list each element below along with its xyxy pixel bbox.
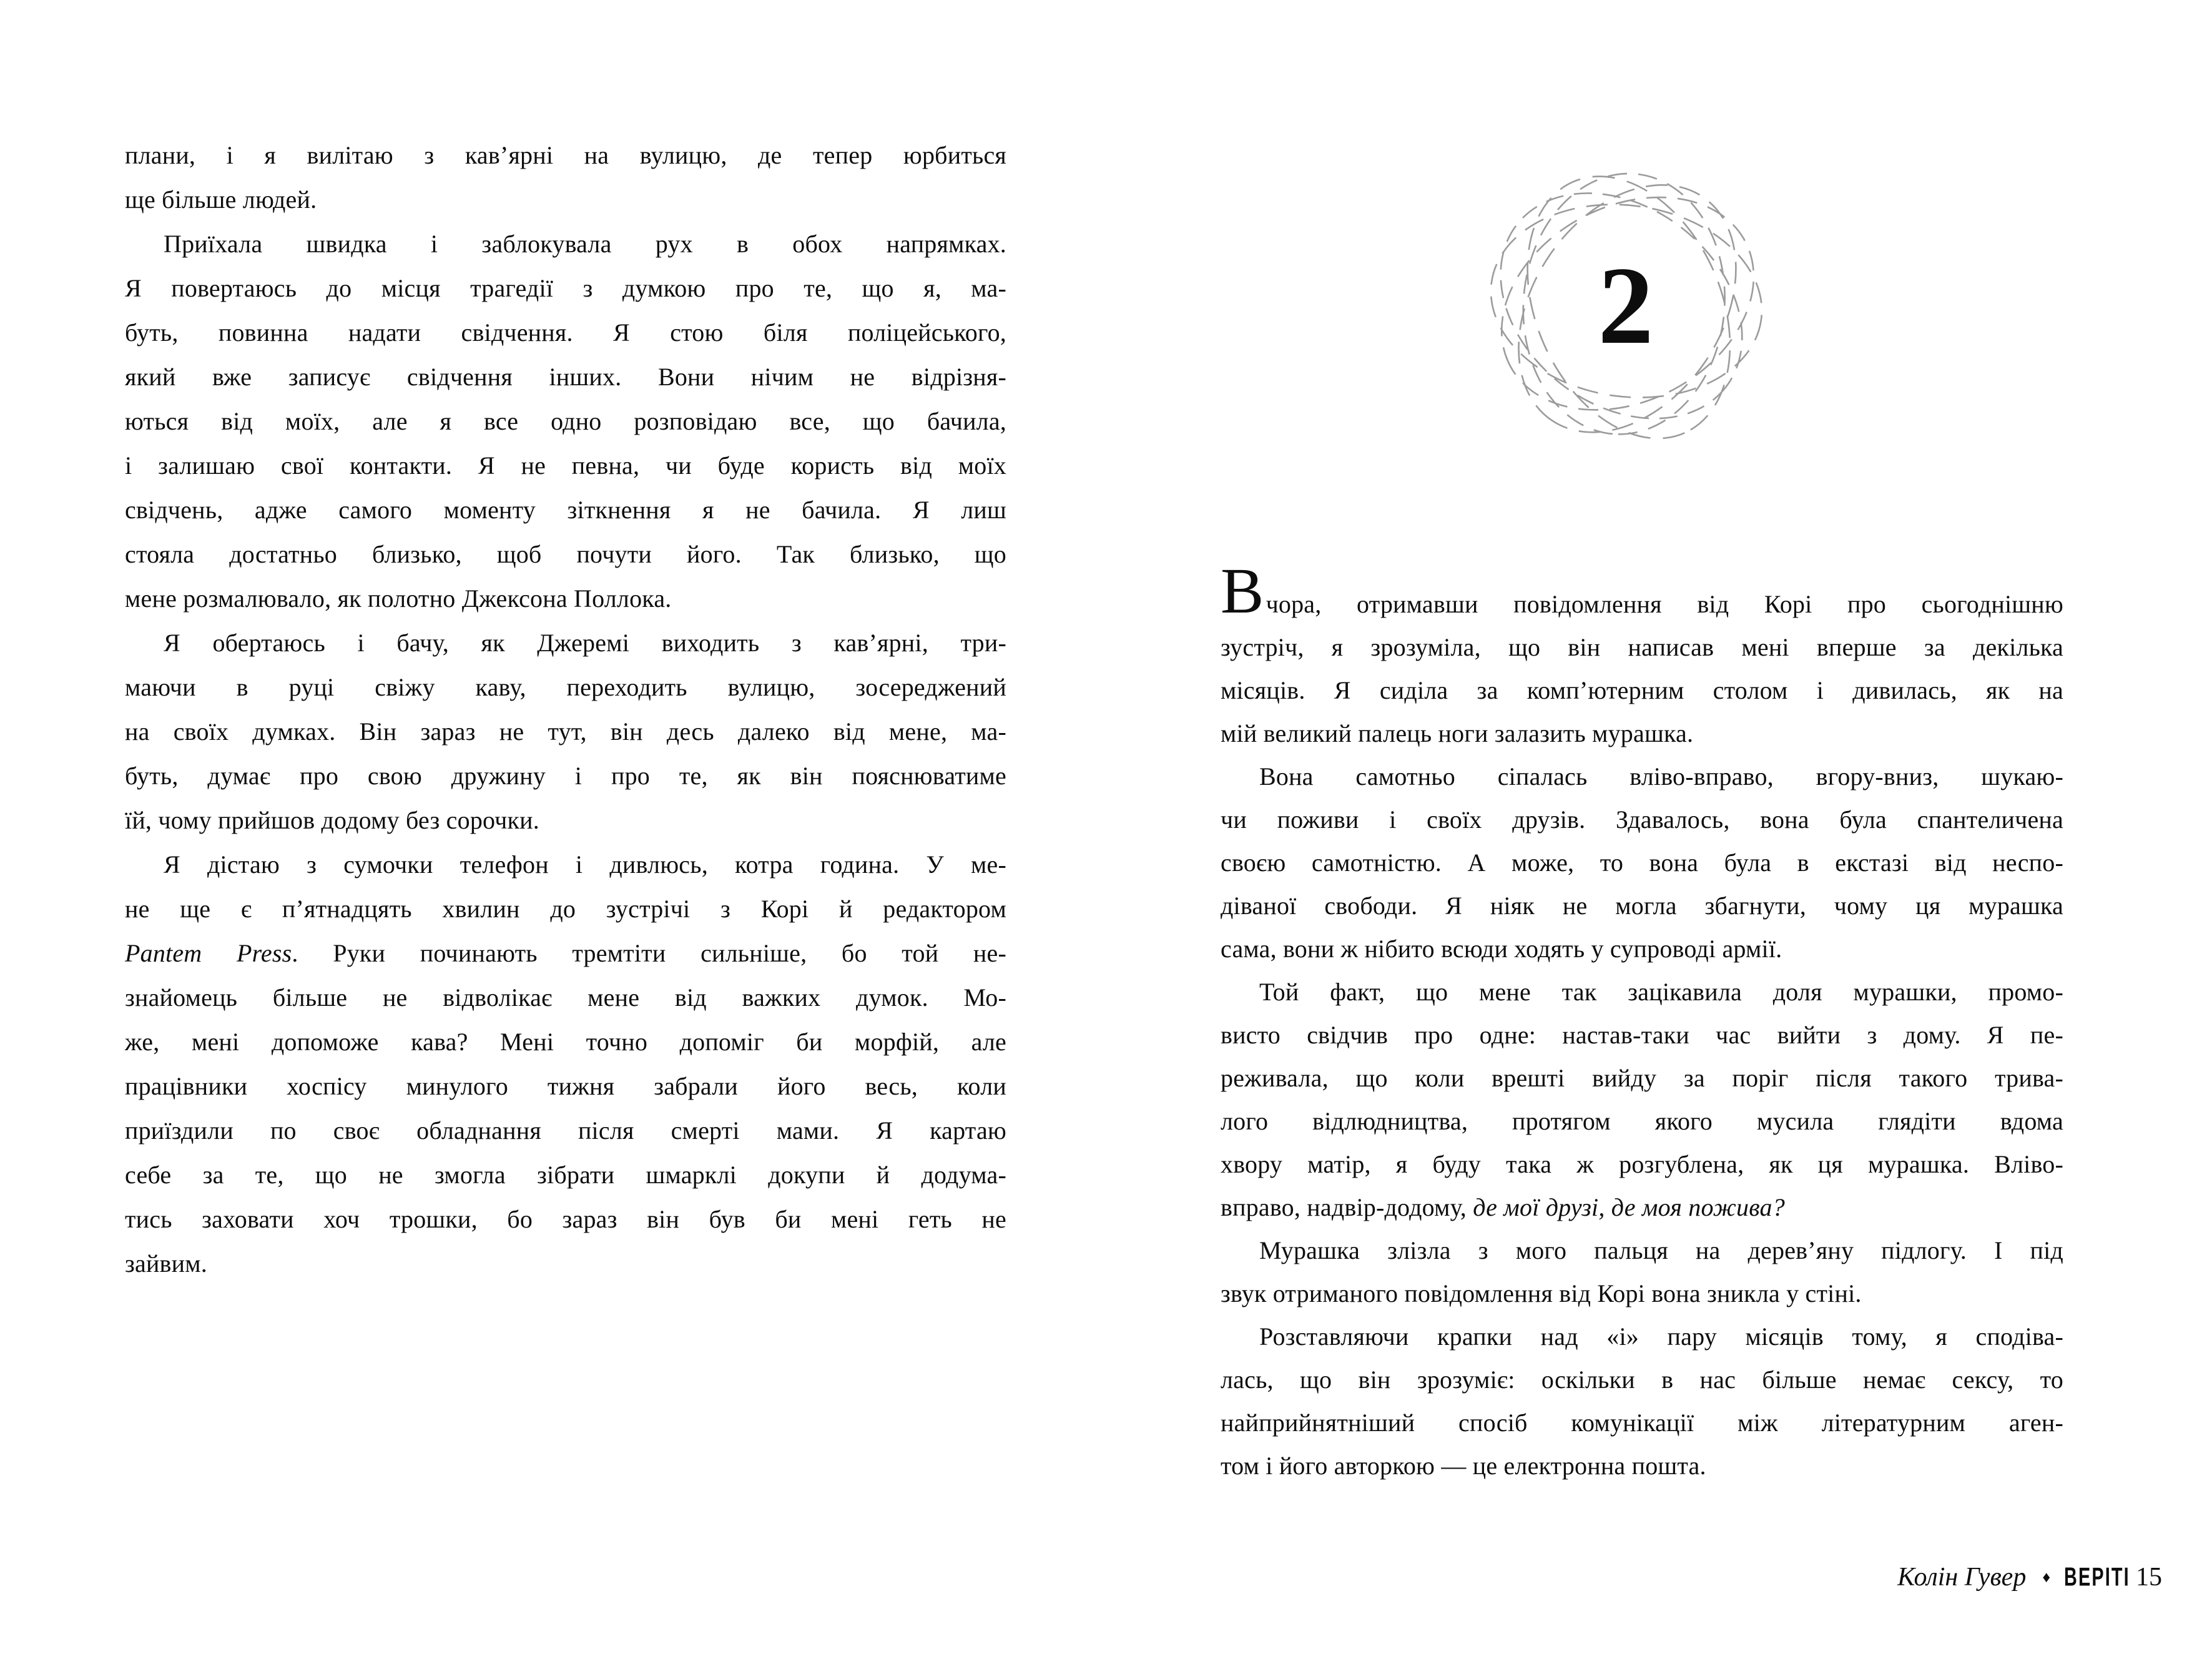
text-line (125, 1153, 1006, 1197)
text-segment: Той факт, що мене так зацікавила доля мурашки, промо- (1259, 978, 2063, 1006)
author-name: Колін Гувер (1897, 1563, 2027, 1592)
text-segment: мій великий палець ноги залазить мурашка. (1221, 719, 1694, 747)
text-segment: лого відлюдництва, протягом якого мусила глядіти вдома (1221, 1107, 2063, 1135)
text-line (125, 665, 1006, 709)
text-segment: місяців. Я сиділа за комп’ютерним столом і дивилась, як на (1221, 676, 2063, 704)
text-line (125, 266, 1006, 310)
text-segment: Вона самотньо сіпалась вліво-вправо, вгору-вниз, шукаю- (1259, 762, 2063, 790)
text-line (125, 355, 1006, 399)
left-page-text-column (125, 133, 1006, 1286)
text-line (125, 754, 1006, 798)
text-segment: же, мені допоможе кава? Мені точно допоміг би морфій, але (125, 1028, 1006, 1056)
text-line (1221, 1229, 2063, 1272)
text-line (1221, 1272, 2063, 1315)
diamond-separator-icon: ♦ (2042, 1568, 2051, 1586)
text-segment: хвору матір, я буду така ж розгублена, як ця мурашка. Вліво- (1221, 1150, 2063, 1178)
text-segment: висто свідчив про одне: настав-таки час вийти з дому. Я пе- (1221, 1021, 2063, 1049)
text-line (1221, 626, 2063, 669)
text-segment: працівники хоспісу минулого тижня забрали його весь, коли (125, 1072, 1006, 1100)
chapter-number: 2 (1598, 244, 1654, 367)
text-line (1221, 755, 2063, 798)
text-segment: який вже записує свідчення інших. Вони нічим не відрізня- (125, 363, 1006, 391)
text-line (125, 532, 1006, 576)
text-segment: ще більше людей. (125, 185, 317, 214)
text-line (125, 1197, 1006, 1241)
text-segment: своєю самотністю. А може, то вона була в екстазі від неспо- (1221, 849, 2063, 877)
raised-initial-cap: В (1221, 555, 1264, 627)
text-segment: ються від моїх, але я все одно розповідаю все, що бачила, (125, 407, 1006, 435)
text-segment: де мої друзі, де моя пожива? (1473, 1193, 1785, 1221)
text-segment: не ще є п’ятнадцять хвилин до зустрічі з Корі й редактором (125, 895, 1006, 923)
text-segment: на своїх думках. Він зараз не тут, він десь далеко від мене, ма- (125, 717, 1006, 746)
text-segment: маючи в руці свіжу каву, переходить вулицю, зосереджений (125, 673, 1006, 701)
text-line (125, 887, 1006, 931)
text-segment: реживала, що коли врешті вийду за поріг після такого трива- (1221, 1064, 2063, 1092)
text-line (125, 133, 1006, 177)
text-segment: свідчень, адже самого моменту зіткнення я не бачила. Я лиш (125, 496, 1006, 524)
text-segment: мене розмалювало, як полотно Джексона Поллока. (125, 584, 672, 613)
text-segment: і залишаю свої контакти. Я не певна, чи буде користь від моїх (125, 451, 1006, 480)
text-line (125, 488, 1006, 532)
text-segment: буть, повинна надати свідчення. Я стою біля поліцейського, (125, 318, 1006, 347)
text-segment: Приїхала швидка і заблокувала рух в обох напрямках. (164, 230, 1006, 258)
text-line (1221, 1444, 2063, 1487)
text-line (125, 1064, 1006, 1108)
text-segment: знайомець більше не відволікає мене від важких думок. Мо- (125, 983, 1006, 1012)
text-line (1221, 712, 2063, 755)
text-line (125, 310, 1006, 355)
text-line (1221, 555, 2063, 627)
text-line (125, 931, 1006, 975)
text-segment: чи поживи і своїх друзів. Здавалось, вона була спантеличена (1221, 805, 2063, 834)
text-segment: вправо, надвір-додому, (1221, 1193, 1473, 1221)
text-line (1221, 798, 2063, 841)
text-segment: лась, що він зрозуміє: оскільки в нас більше немає сексу, то (1221, 1366, 2063, 1394)
text-segment: себе за те, що не змогла зібрати шмарклі докупи й додума- (125, 1161, 1006, 1189)
text-segment: плани, і я вилітаю з кав’ярні на вулицю, де тепер юрбиться (125, 141, 1006, 169)
text-segment: їй, чому прийшов додому без сорочки. (125, 806, 539, 834)
text-line (125, 1020, 1006, 1064)
right-page-text-column (1221, 555, 2063, 1487)
text-line (125, 975, 1006, 1020)
page-number: 15 (2136, 1563, 2162, 1592)
text-line (1221, 841, 2063, 884)
text-segment: Я обертаюсь і бачу, як Джеремі виходить з кав’ярні, три- (164, 629, 1006, 657)
text-segment: звук отриманого повідомлення від Корі вона зникла у стіні. (1221, 1279, 1862, 1307)
text-segment: буть, думає про свою дружину і про те, як він пояснюватиме (125, 762, 1006, 790)
text-line (1221, 1100, 2063, 1143)
text-segment: чора, отримавши повідомлення від Корі про сьогоднішню (1266, 590, 2063, 618)
text-line (1221, 1056, 2063, 1100)
text-line (125, 576, 1006, 621)
text-line (1221, 927, 2063, 970)
text-segment: приїздили по своє обладнання після смерті мами. Я картаю (125, 1116, 1006, 1145)
text-segment: тись заховати хоч трошки, бо зараз він був би мені геть не (125, 1205, 1006, 1233)
text-line (125, 177, 1006, 222)
text-segment: діваної свободи. Я ніяк не могла збагнути, чому ця мурашка (1221, 892, 2063, 920)
text-line (1221, 669, 2063, 712)
text-line (125, 842, 1006, 887)
text-segment: найприйнятніший спосіб комунікації між літературним аген- (1221, 1409, 2063, 1437)
text-line (1221, 1186, 2063, 1229)
book-title: ВЕРІТІ (2064, 1562, 2130, 1592)
text-line (125, 1241, 1006, 1286)
text-line (1221, 1358, 2063, 1401)
text-segment: зайвим. (125, 1249, 207, 1277)
text-line (125, 222, 1006, 266)
text-line (125, 621, 1006, 665)
text-segment: сама, вони ж нібито всюди ходять у супроводі армії. (1221, 935, 1782, 963)
text-line (125, 798, 1006, 842)
page-footer (1897, 1562, 2162, 1592)
text-segment: зустріч, я зрозуміла, що він написав мені вперше за декілька (1221, 633, 2063, 661)
text-line (1221, 970, 2063, 1013)
text-segment: Я повертаюсь до місця трагедії з думкою про те, що я, ма- (125, 274, 1006, 302)
text-segment: Я дістаю з сумочки телефон і дивлюсь, котра година. У ме- (164, 850, 1006, 879)
text-line (1221, 884, 2063, 927)
text-line (125, 399, 1006, 443)
text-line (125, 443, 1006, 488)
text-line (125, 709, 1006, 754)
text-segment: том і його авторкою — це електронна пошта. (1221, 1452, 1706, 1480)
text-segment: Мурашка злізла з мого пальця на дерев’яну підлогу. І під (1259, 1236, 2063, 1264)
text-line (1221, 1315, 2063, 1358)
text-line (125, 1108, 1006, 1153)
text-segment: стояла достатньо близько, щоб почути його. Так близько, що (125, 540, 1006, 568)
text-line (1221, 1013, 2063, 1056)
text-segment: Pantem Press (125, 939, 292, 967)
text-segment: Розставляючи крапки над «і» пару місяців тому, я сподіва- (1259, 1322, 2063, 1351)
text-line (1221, 1401, 2063, 1444)
text-segment: . Руки починають тремтіти сильніше, бо той не- (292, 939, 1006, 967)
text-line (1221, 1143, 2063, 1186)
